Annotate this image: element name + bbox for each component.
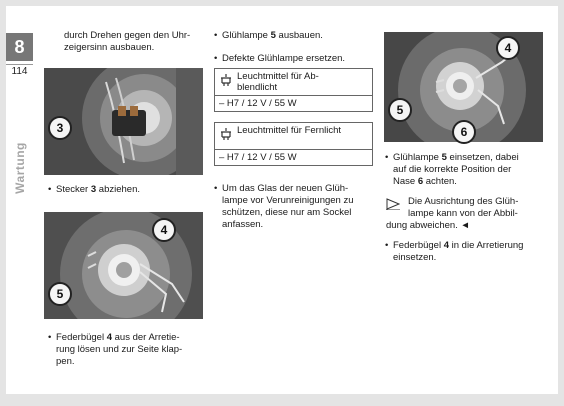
step-remove-plug: • Stecker 3 abziehen. [56,184,140,196]
step-release-clip-l2: rung lösen und zur Seite klap- [56,344,183,355]
intro-line-2: zeigersinn ausbauen. [64,42,155,53]
note-line-2: lampe kann von der Abbil- [408,208,518,219]
step-glass-l4: anfassen. [222,219,264,230]
step-release-clip-l1: • Federbügel 4 aus der Arretie- [56,332,180,344]
step-insert-bulb-l2: auf die korrekte Position der [393,164,512,175]
spec-high-beam-value: – H7 / 12 V / 55 W [219,152,297,163]
spec-low-beam-line-2: blendlicht [237,82,278,93]
step-insert-clip-l1: • Federbügel 4 in die Arretierung [393,240,523,252]
spec-box-low-beam [214,68,373,112]
section-label-text: Wartung [13,142,27,194]
step-remove-bulb: • Glühlampe 5 ausbauen. [222,30,323,42]
page-number: 114 [6,64,33,77]
callout-5: 5 [388,98,412,122]
chapter-number-tab: 8 [6,33,33,61]
note-line-3: dung abweichen. ◄ [386,220,470,231]
spec-high-beam-title [215,123,372,150]
step-glass-l2: lampe vor Verunreinigungen zu [222,195,354,206]
callout-3: 3 [48,116,72,140]
step-replace-bulb: • Defekte Glühlampe ersetzen. [222,53,345,65]
step-glass-l1: • Um das Glas der neuen Glüh- [222,183,348,195]
callout-4: 4 [496,36,520,60]
note-line-1: Die Ausrichtung des Glüh- [408,196,519,207]
intro-line-1: durch Drehen gegen den Uhr- [64,30,191,41]
spec-low-beam-title [215,69,372,96]
spec-low-beam-line-1: Leuchtmittel für Ab- [237,71,319,82]
callout-6: 6 [452,120,476,144]
spec-box-high-beam [214,122,373,166]
bulb-icon [219,127,233,141]
callout-5: 5 [48,282,72,306]
step-insert-clip-l2: einsetzen. [393,252,437,263]
step-glass-l3: schützen, diese nur am Sockel [222,207,352,218]
note-triangle-icon [386,198,400,210]
step-insert-bulb-l3: Nase 6 achten. [393,176,457,187]
spec-low-beam-value: – H7 / 12 V / 55 W [219,98,297,109]
section-label [3,123,37,213]
bulb-icon [219,73,233,87]
spec-high-beam-line-1: Leuchtmittel für Fernlicht [237,125,342,136]
step-release-clip-l3: pen. [56,356,75,367]
callout-4: 4 [152,218,176,242]
step-insert-bulb-l1: • Glühlampe 5 einsetzen, dabei [393,152,519,164]
